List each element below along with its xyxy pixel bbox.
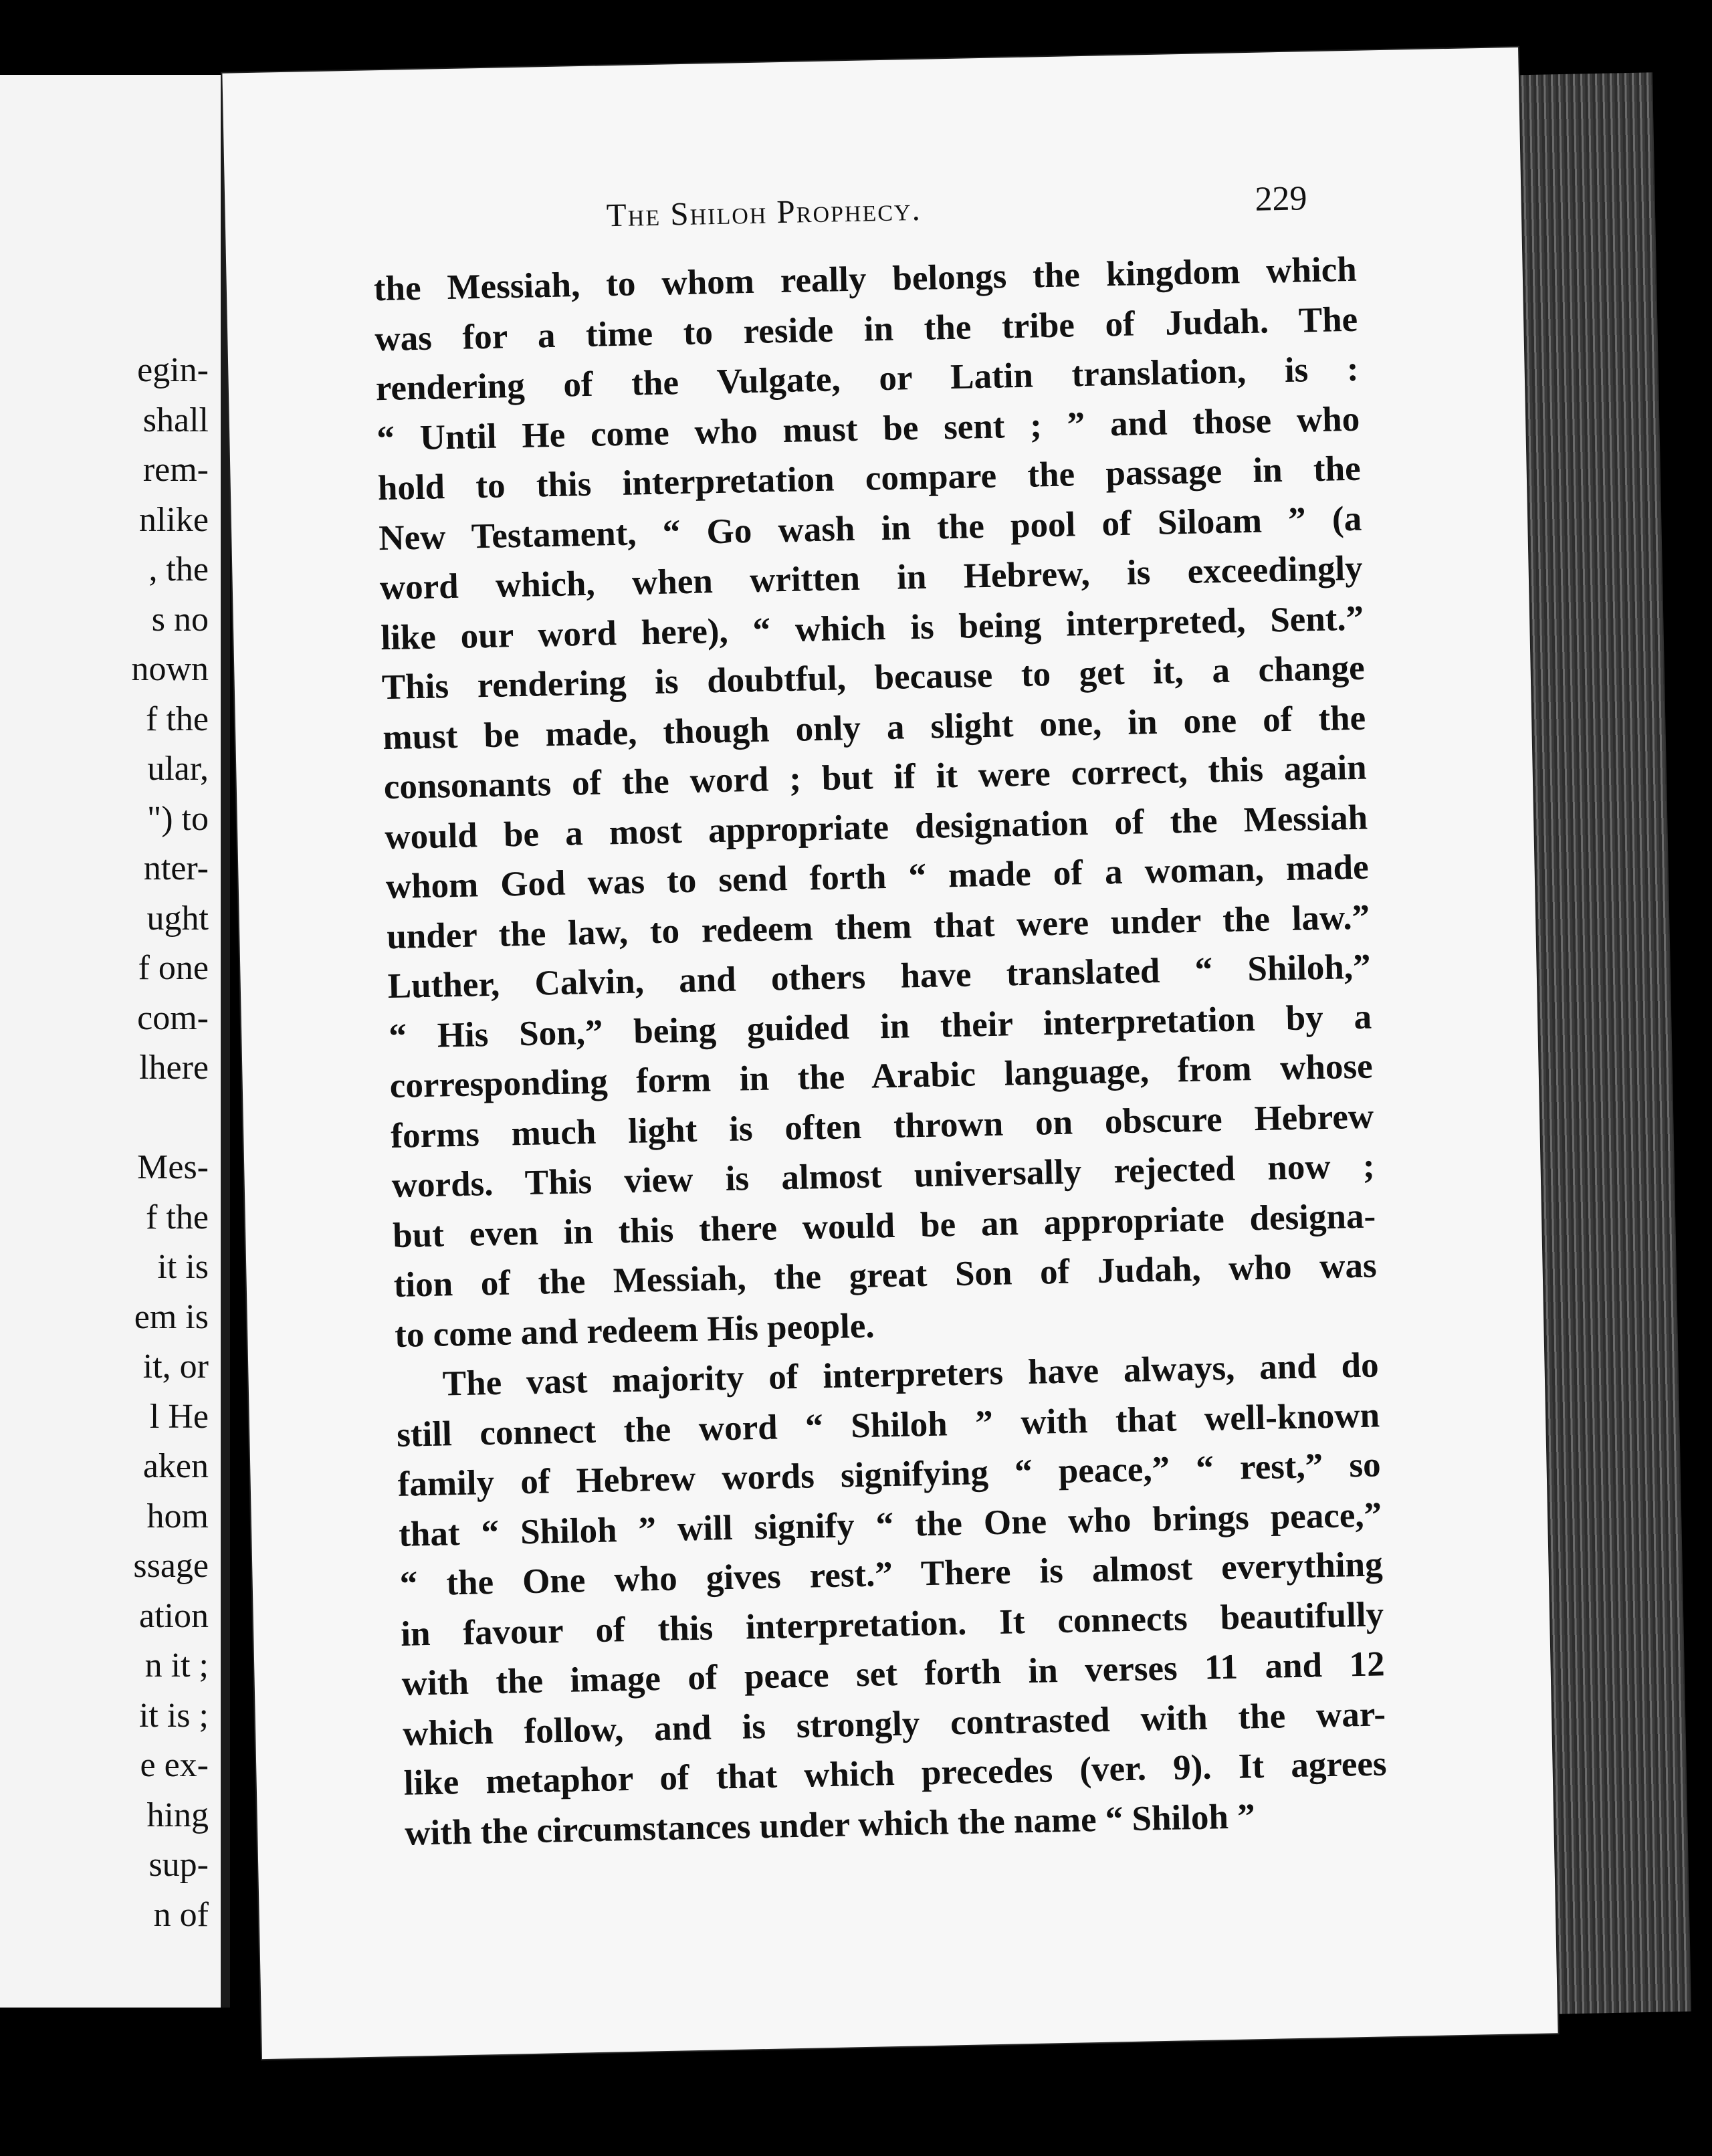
text-line: like our word here), “ which is being interpreted, Sent.” (380, 599, 1364, 657)
previous-page-line: hom (146, 1497, 209, 1535)
text-line: which follow, and is strongly contrasted with the war- (402, 1694, 1386, 1753)
previous-page-fragment (0, 75, 230, 2008)
previous-page-line: em is (134, 1297, 209, 1336)
text-line: that “ Shiloh ” will signify “ the One who brings peace,” (398, 1495, 1382, 1554)
previous-page-line: lhere (139, 1049, 209, 1087)
previous-page-line: ssage (133, 1547, 209, 1585)
previous-page-line: rem- (142, 451, 209, 489)
previous-page-line: sup- (148, 1846, 209, 1884)
text-line: hold to this interpretation compare the passage in the (377, 449, 1362, 508)
previous-page-line: com- (137, 998, 209, 1037)
page-number: 229 (1254, 179, 1308, 219)
previous-page-line: egin- (137, 351, 209, 389)
previous-page-line: e ex- (140, 1746, 209, 1784)
text-line: words. This view is almost universally rejected now ; (391, 1146, 1376, 1205)
text-line: to come and redeem His people. (394, 1306, 875, 1355)
previous-page-line: n it ; (144, 1646, 209, 1685)
text-line: This rendering is doubtful, because to get it, a change (381, 648, 1366, 708)
text-line: Luther, Calvin, and others have translated “ Shiloh,” (387, 947, 1372, 1006)
text-line: with the image of peace set forth in verses 11 and 12 (401, 1644, 1386, 1703)
text-line: corresponding form in the Arabic language, from whose (389, 1047, 1374, 1106)
previous-page-line: it, or (142, 1348, 209, 1386)
paragraph-1 (373, 245, 1378, 1360)
previous-page-line: f one (138, 949, 209, 987)
text-line: in favour of this interpretation. It connects beautifully (400, 1594, 1384, 1654)
text-line: New Testament, “ Go wash in the pool of Siloam ” (a (378, 499, 1362, 558)
previous-page-line: hing (146, 1796, 209, 1834)
text-line: forms much light is often thrown on obscure Hebrew (390, 1097, 1374, 1156)
previous-page-line: it is ; (138, 1696, 209, 1735)
paragraph-2 (395, 1340, 1388, 1858)
previous-page-line-ends (131, 346, 209, 1940)
text-line: consonants of the word ; but if it were correct, this again (383, 748, 1368, 807)
text-line: but even in this there would be an appropriate designa- (392, 1196, 1376, 1255)
current-page (222, 47, 1558, 2059)
previous-page-line: s no (151, 600, 209, 639)
previous-page-line: ation (139, 1596, 209, 1635)
text-line: under the law, to redeem them that were under the law.” (386, 897, 1370, 956)
text-line: The vast majority of interpreters have always, and do (442, 1345, 1380, 1404)
previous-page-line: nlike (139, 500, 209, 539)
previous-page-line: ") to (147, 799, 209, 838)
text-line: with the circumstances under which the name “ Shiloh ” (404, 1796, 1256, 1853)
previous-page-line (131, 1093, 209, 1144)
text-line: whom God was to send forth “ made of a woman, made (385, 847, 1370, 907)
previous-page-line: Mes- (137, 1148, 209, 1186)
previous-page-line: nown (131, 650, 209, 688)
previous-page-line: shall (142, 401, 209, 439)
text-line: “ His Son,” being guided in their interpretation by a (388, 997, 1372, 1056)
previous-page-line: nter- (143, 849, 209, 887)
text-line: must be made, though only a slight one, in one of the (382, 698, 1366, 757)
previous-page-line: n of (153, 1895, 209, 1934)
previous-page-line: l He (149, 1397, 209, 1436)
text-line: the Messiah, to whom really belongs the kingdom which (373, 249, 1358, 309)
previous-page-line: aken (142, 1447, 209, 1485)
previous-page-line: f the (146, 699, 209, 738)
text-line: would be a most appropriate designation of the Messiah (384, 798, 1368, 857)
previous-page-line: f the (146, 1198, 209, 1236)
text-line: still connect the word “ Shiloh ” with that well-known (396, 1395, 1380, 1454)
text-line: word which, when written in Hebrew, is exceedingly (379, 548, 1364, 608)
text-line: like metaphor of that which precedes (ver. 9). It agrees (403, 1744, 1388, 1803)
text-line: family of Hebrew words signifying “ peace,” “ rest,” so (397, 1445, 1382, 1504)
previous-page-line: ular, (147, 750, 209, 788)
text-line: tion of the Messiah, the great Son of Judah, who was (393, 1246, 1378, 1305)
text-line: was for a time to reside in the tribe of Judah. The (374, 300, 1358, 358)
previous-page-line: it is (157, 1248, 209, 1286)
running-head: The Shiloh Prophecy. (606, 190, 922, 234)
text-line: “ the One who gives rest.” There is almost everything (399, 1545, 1384, 1604)
previous-page-line: ught (146, 899, 209, 938)
text-line: rendering of the Vulgate, or Latin translation, is : (375, 349, 1360, 409)
page-body (373, 245, 1388, 1858)
text-line: “ Until He come who must be sent ; ” and those who (376, 399, 1360, 458)
previous-page-line: , the (148, 550, 209, 588)
